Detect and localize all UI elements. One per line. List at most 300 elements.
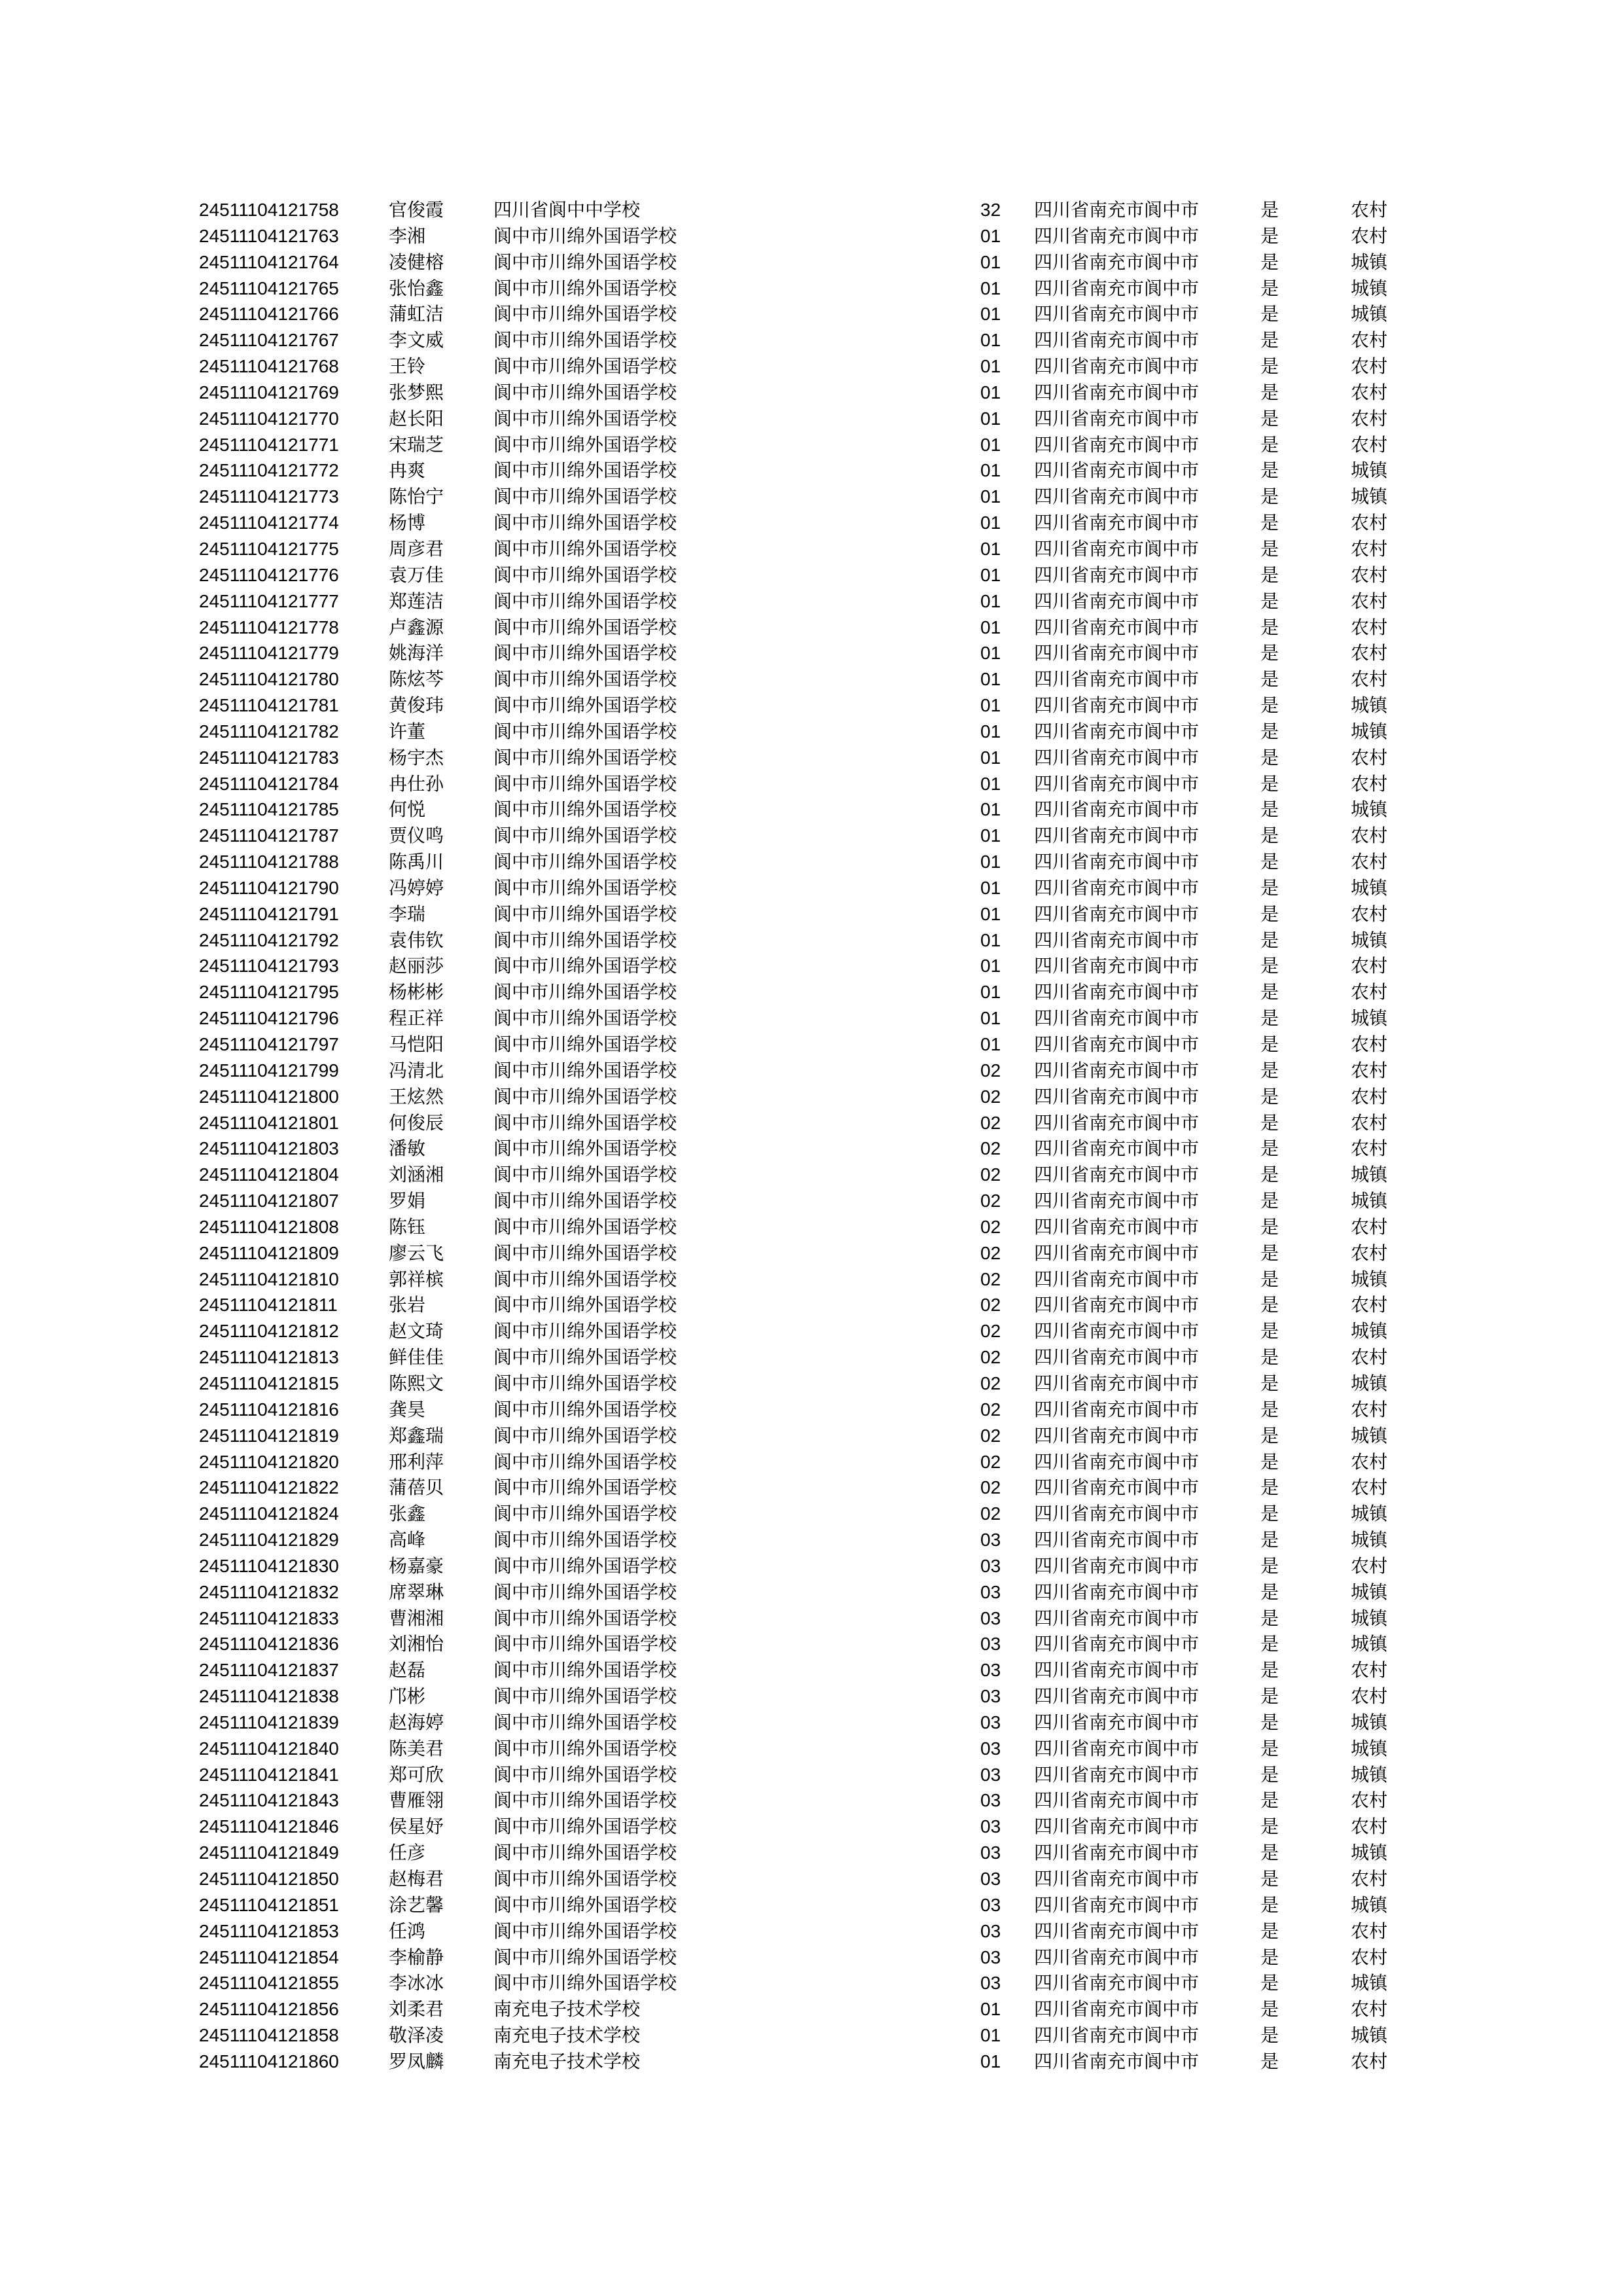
flag-cell: 是 — [1260, 1007, 1279, 1030]
residence-type-cell: 城镇 — [1351, 303, 1388, 325]
student-name-cell: 曹雁翎 — [389, 1789, 444, 1812]
region-cell: 四川省南充市阆中市 — [1034, 720, 1200, 742]
school-cell: 阆中市川绵外国语学校 — [493, 1215, 677, 1238]
table-row — [199, 771, 1429, 797]
flag-cell: 是 — [1260, 2024, 1279, 2047]
residence-type-cell: 农村 — [1351, 642, 1388, 664]
flag-cell: 是 — [1260, 1842, 1279, 1864]
school-cell: 阆中市川绵外国语学校 — [493, 1868, 677, 1890]
flag-cell: 是 — [1260, 1320, 1279, 1342]
school-cell: 阆中市川绵外国语学校 — [493, 303, 677, 325]
student-name-cell: 程正祥 — [389, 1007, 444, 1030]
school-cell: 四川省阆中中学校 — [493, 199, 641, 221]
region-cell: 四川省南充市阆中市 — [1034, 694, 1200, 717]
residence-type-cell: 城镇 — [1351, 1424, 1388, 1446]
flag-cell: 是 — [1260, 1659, 1279, 1681]
table-row — [199, 353, 1429, 380]
region-cell: 四川省南充市阆中市 — [1034, 981, 1200, 1003]
flag-cell: 是 — [1260, 1893, 1279, 1916]
exam-id-cell: 24511104121803 — [199, 1138, 339, 1159]
school-cell: 南充电子技术学校 — [493, 2050, 641, 2072]
class-code-cell: 01 — [980, 304, 1001, 325]
school-cell: 阆中市川绵外国语学校 — [493, 668, 677, 691]
region-cell: 四川省南充市阆中市 — [1034, 277, 1200, 299]
school-cell: 阆中市川绵外国语学校 — [493, 1789, 677, 1812]
exam-id-cell: 24511104121853 — [199, 1920, 339, 1941]
region-cell: 四川省南充市阆中市 — [1034, 303, 1200, 325]
flag-cell: 是 — [1260, 798, 1279, 821]
student-name-cell: 张怡鑫 — [389, 277, 444, 299]
table-row — [199, 615, 1429, 641]
class-code-cell: 01 — [980, 825, 1001, 846]
class-code-cell: 02 — [980, 1164, 1001, 1185]
class-code-cell: 01 — [980, 356, 1001, 377]
school-cell: 阆中市川绵外国语学校 — [493, 564, 677, 586]
region-cell: 四川省南充市阆中市 — [1034, 825, 1200, 847]
class-code-cell: 01 — [980, 903, 1001, 924]
student-name-cell: 许董 — [389, 720, 426, 742]
student-name-cell: 鲜佳佳 — [389, 1346, 444, 1369]
exam-id-cell: 24511104121839 — [199, 1712, 339, 1732]
flag-cell: 是 — [1260, 1711, 1279, 1733]
exam-id-cell: 24511104121770 — [199, 408, 339, 429]
class-code-cell: 03 — [980, 1660, 1001, 1681]
exam-id-cell: 24511104121780 — [199, 669, 339, 690]
school-cell: 阆中市川绵外国语学校 — [493, 1398, 677, 1420]
region-cell: 四川省南充市阆中市 — [1034, 1868, 1200, 1890]
school-cell: 阆中市川绵外国语学校 — [493, 1842, 677, 1864]
flag-cell: 是 — [1260, 1998, 1279, 2020]
table-row — [199, 484, 1429, 510]
table-row — [199, 1240, 1429, 1266]
table-row — [199, 1292, 1429, 1318]
student-name-cell: 张岩 — [389, 1294, 426, 1316]
table-row — [199, 588, 1429, 615]
region-cell: 四川省南充市阆中市 — [1034, 1294, 1200, 1316]
residence-type-cell: 农村 — [1351, 1789, 1388, 1812]
student-name-cell: 袁万佳 — [389, 564, 444, 586]
student-name-cell: 陈禹川 — [389, 851, 444, 873]
residence-type-cell: 城镇 — [1351, 1763, 1388, 1785]
school-cell: 南充电子技术学校 — [493, 2024, 641, 2047]
table-row — [199, 197, 1429, 223]
residence-type-cell: 城镇 — [1351, 1268, 1388, 1290]
flag-cell: 是 — [1260, 1215, 1279, 1238]
region-cell: 四川省南充市阆中市 — [1034, 1972, 1200, 1994]
class-code-cell: 02 — [980, 1503, 1001, 1524]
flag-cell: 是 — [1260, 1633, 1279, 1655]
residence-type-cell: 城镇 — [1351, 251, 1388, 273]
flag-cell: 是 — [1260, 746, 1279, 768]
table-row — [199, 1266, 1429, 1293]
residence-type-cell: 农村 — [1351, 1554, 1388, 1577]
class-code-cell: 03 — [980, 1686, 1001, 1707]
residence-type-cell: 城镇 — [1351, 1529, 1388, 1551]
residence-type-cell: 城镇 — [1351, 486, 1388, 508]
exam-id-cell: 24511104121846 — [199, 1816, 339, 1837]
flag-cell: 是 — [1260, 1164, 1279, 1186]
school-cell: 阆中市川绵外国语学校 — [493, 1685, 677, 1708]
exam-id-cell: 24511104121767 — [199, 330, 339, 351]
residence-type-cell: 农村 — [1351, 512, 1388, 534]
school-cell: 阆中市川绵外国语学校 — [493, 876, 677, 899]
school-cell: 阆中市川绵外国语学校 — [493, 1893, 677, 1916]
exam-id-cell: 24511104121804 — [199, 1164, 339, 1185]
table-row — [199, 849, 1429, 875]
exam-id-cell: 24511104121860 — [199, 2051, 339, 2072]
residence-type-cell: 农村 — [1351, 381, 1388, 403]
school-cell: 阆中市川绵外国语学校 — [493, 642, 677, 664]
school-cell: 阆中市川绵外国语学校 — [493, 381, 677, 403]
region-cell: 四川省南充市阆中市 — [1034, 1372, 1200, 1394]
residence-type-cell: 农村 — [1351, 616, 1388, 638]
exam-id-cell: 24511104121799 — [199, 1060, 339, 1081]
student-name-cell: 黄俊玮 — [389, 694, 444, 717]
residence-type-cell: 农村 — [1351, 746, 1388, 768]
flag-cell: 是 — [1260, 512, 1279, 534]
residence-type-cell: 城镇 — [1351, 1842, 1388, 1864]
flag-cell: 是 — [1260, 1529, 1279, 1551]
table-row — [199, 1318, 1429, 1344]
residence-type-cell: 农村 — [1351, 1033, 1388, 1055]
region-cell: 四川省南充市阆中市 — [1034, 1816, 1200, 1838]
student-name-cell: 杨博 — [389, 512, 426, 534]
class-code-cell: 01 — [980, 251, 1001, 272]
school-cell: 阆中市川绵外国语学校 — [493, 1816, 677, 1838]
region-cell: 四川省南充市阆中市 — [1034, 668, 1200, 691]
exam-id-cell: 24511104121822 — [199, 1477, 339, 1498]
exam-id-cell: 24511104121849 — [199, 1842, 339, 1863]
student-name-cell: 袁伟钦 — [389, 929, 444, 951]
flag-cell: 是 — [1260, 1554, 1279, 1577]
flag-cell: 是 — [1260, 1059, 1279, 1081]
residence-type-cell: 城镇 — [1351, 798, 1388, 821]
residence-type-cell: 城镇 — [1351, 1633, 1388, 1655]
school-cell: 阆中市川绵外国语学校 — [493, 1946, 677, 1968]
table-row — [199, 1423, 1429, 1449]
student-name-cell: 郭祥槟 — [389, 1268, 444, 1290]
school-cell: 阆中市川绵外国语学校 — [493, 1294, 677, 1316]
class-code-cell: 01 — [980, 590, 1001, 611]
school-cell: 阆中市川绵外国语学校 — [493, 512, 677, 534]
exam-id-cell: 24511104121837 — [199, 1660, 339, 1681]
flag-cell: 是 — [1260, 355, 1279, 378]
school-cell: 阆中市川绵外国语学校 — [493, 1268, 677, 1290]
class-code-cell: 03 — [980, 1842, 1001, 1863]
exam-id-cell: 24511104121772 — [199, 460, 339, 481]
table-row — [199, 1188, 1429, 1214]
class-code-cell: 02 — [980, 1086, 1001, 1107]
region-cell: 四川省南充市阆中市 — [1034, 512, 1200, 534]
flag-cell: 是 — [1260, 1607, 1279, 1629]
exam-id-cell: 24511104121856 — [199, 1999, 339, 2020]
residence-type-cell: 农村 — [1351, 772, 1388, 795]
region-cell: 四川省南充市阆中市 — [1034, 1685, 1200, 1708]
residence-type-cell: 城镇 — [1351, 277, 1388, 299]
student-name-cell: 王铃 — [389, 355, 426, 378]
region-cell: 四川省南充市阆中市 — [1034, 955, 1200, 977]
student-name-cell: 蒲蓓贝 — [389, 1477, 444, 1499]
student-name-cell: 潘敏 — [389, 1138, 426, 1160]
table-row — [199, 1762, 1429, 1788]
student-name-cell: 陈熙文 — [389, 1372, 444, 1394]
exam-id-cell: 24511104121796 — [199, 1008, 339, 1029]
region-cell: 四川省南充市阆中市 — [1034, 903, 1200, 925]
student-name-cell: 赵文琦 — [389, 1320, 444, 1342]
school-cell: 阆中市川绵外国语学校 — [493, 1972, 677, 1994]
student-name-cell: 杨彬彬 — [389, 981, 444, 1003]
exam-id-cell: 24511104121758 — [199, 200, 339, 220]
residence-type-cell: 农村 — [1351, 1085, 1388, 1107]
table-row — [199, 1084, 1429, 1110]
school-cell: 阆中市川绵外国语学校 — [493, 459, 677, 482]
class-code-cell: 01 — [980, 956, 1001, 977]
exam-id-cell: 24511104121763 — [199, 225, 339, 246]
region-cell: 四川省南充市阆中市 — [1034, 1242, 1200, 1264]
class-code-cell: 02 — [980, 1477, 1001, 1498]
table-row — [199, 457, 1429, 484]
school-cell: 阆中市川绵外国语学校 — [493, 1450, 677, 1473]
class-code-cell: 01 — [980, 486, 1001, 507]
school-cell: 阆中市川绵外国语学校 — [493, 1033, 677, 1055]
school-cell: 阆中市川绵外国语学校 — [493, 798, 677, 821]
exam-id-cell: 24511104121783 — [199, 747, 339, 768]
table-row — [199, 719, 1429, 745]
flag-cell: 是 — [1260, 1503, 1279, 1525]
exam-id-cell: 24511104121768 — [199, 356, 339, 377]
class-code-cell: 01 — [980, 1008, 1001, 1029]
exam-id-cell: 24511104121793 — [199, 956, 339, 977]
flag-cell: 是 — [1260, 955, 1279, 977]
residence-type-cell: 农村 — [1351, 590, 1388, 612]
flag-cell: 是 — [1260, 1685, 1279, 1708]
school-cell: 阆中市川绵外国语学校 — [493, 486, 677, 508]
residence-type-cell: 城镇 — [1351, 459, 1388, 482]
table-row — [199, 1710, 1429, 1736]
school-cell: 阆中市川绵外国语学校 — [493, 433, 677, 456]
flag-cell: 是 — [1260, 876, 1279, 899]
class-code-cell: 01 — [980, 2025, 1001, 2046]
exam-id-cell: 24511104121851 — [199, 1894, 339, 1915]
school-cell: 阆中市川绵外国语学校 — [493, 329, 677, 351]
exam-id-cell: 24511104121838 — [199, 1686, 339, 1707]
flag-cell: 是 — [1260, 1868, 1279, 1890]
flag-cell: 是 — [1260, 1190, 1279, 1212]
school-cell: 阆中市川绵外国语学校 — [493, 1346, 677, 1369]
table-row — [199, 875, 1429, 901]
residence-type-cell: 城镇 — [1351, 1737, 1388, 1759]
student-name-cell: 曹湘湘 — [389, 1607, 444, 1629]
student-table — [199, 197, 1429, 2075]
school-cell: 阆中市川绵外国语学校 — [493, 1477, 677, 1499]
region-cell: 四川省南充市阆中市 — [1034, 772, 1200, 795]
region-cell: 四川省南充市阆中市 — [1034, 851, 1200, 873]
class-code-cell: 01 — [980, 564, 1001, 585]
residence-type-cell: 农村 — [1351, 1111, 1388, 1134]
school-cell: 阆中市川绵外国语学校 — [493, 1085, 677, 1107]
class-code-cell: 02 — [980, 1268, 1001, 1289]
class-code-cell: 03 — [980, 1738, 1001, 1759]
region-cell: 四川省南充市阆中市 — [1034, 1424, 1200, 1446]
school-cell: 阆中市川绵外国语学校 — [493, 251, 677, 273]
class-code-cell: 02 — [980, 1295, 1001, 1316]
flag-cell: 是 — [1260, 381, 1279, 403]
school-cell: 阆中市川绵外国语学校 — [493, 1007, 677, 1030]
residence-type-cell: 农村 — [1351, 851, 1388, 873]
student-name-cell: 赵海婷 — [389, 1711, 444, 1733]
class-code-cell: 01 — [980, 721, 1001, 742]
residence-type-cell: 农村 — [1351, 1920, 1388, 1942]
student-name-cell: 涂艺馨 — [389, 1893, 444, 1916]
flag-cell: 是 — [1260, 1816, 1279, 1838]
table-row — [199, 1397, 1429, 1423]
region-cell: 四川省南充市阆中市 — [1034, 1789, 1200, 1812]
student-name-cell: 陈钰 — [389, 1215, 426, 1238]
exam-id-cell: 24511104121832 — [199, 1581, 339, 1602]
student-name-cell: 马恺阳 — [389, 1033, 444, 1055]
residence-type-cell: 城镇 — [1351, 1503, 1388, 1525]
student-name-cell: 罗凤麟 — [389, 2050, 444, 2072]
residence-type-cell: 城镇 — [1351, 1320, 1388, 1342]
student-name-cell: 罗娟 — [389, 1190, 426, 1212]
school-cell: 阆中市川绵外国语学校 — [493, 746, 677, 768]
class-code-cell: 01 — [980, 225, 1001, 246]
exam-id-cell: 24511104121781 — [199, 695, 339, 716]
region-cell: 四川省南充市阆中市 — [1034, 1320, 1200, 1342]
residence-type-cell: 农村 — [1351, 1816, 1388, 1838]
region-cell: 四川省南充市阆中市 — [1034, 746, 1200, 768]
exam-id-cell: 24511104121764 — [199, 251, 339, 272]
school-cell: 阆中市川绵外国语学校 — [493, 1138, 677, 1160]
residence-type-cell: 城镇 — [1351, 1711, 1388, 1733]
exam-id-cell: 24511104121776 — [199, 564, 339, 585]
flag-cell: 是 — [1260, 1946, 1279, 1968]
table-row — [199, 1892, 1429, 1918]
table-row — [199, 1058, 1429, 1084]
exam-id-cell: 24511104121810 — [199, 1268, 339, 1289]
class-code-cell: 32 — [980, 200, 1001, 220]
class-code-cell: 02 — [980, 1112, 1001, 1133]
school-cell: 阆中市川绵外国语学校 — [493, 1607, 677, 1629]
table-row — [199, 1683, 1429, 1710]
flag-cell: 是 — [1260, 537, 1279, 560]
flag-cell: 是 — [1260, 903, 1279, 925]
table-row — [199, 1657, 1429, 1683]
student-name-cell: 陈美君 — [389, 1737, 444, 1759]
residence-type-cell: 城镇 — [1351, 1164, 1388, 1186]
region-cell: 四川省南充市阆中市 — [1034, 642, 1200, 664]
flag-cell: 是 — [1260, 616, 1279, 638]
exam-id-cell: 24511104121824 — [199, 1503, 339, 1524]
exam-id-cell: 24511104121782 — [199, 721, 339, 742]
table-row — [199, 1005, 1429, 1031]
flag-cell: 是 — [1260, 1242, 1279, 1264]
region-cell: 四川省南充市阆中市 — [1034, 616, 1200, 638]
class-code-cell: 03 — [980, 1816, 1001, 1837]
residence-type-cell: 农村 — [1351, 1450, 1388, 1473]
exam-id-cell: 24511104121771 — [199, 434, 339, 455]
exam-id-cell: 24511104121800 — [199, 1086, 339, 1107]
exam-id-cell: 24511104121840 — [199, 1738, 339, 1759]
region-cell: 四川省南充市阆中市 — [1034, 433, 1200, 456]
region-cell: 四川省南充市阆中市 — [1034, 1398, 1200, 1420]
region-cell: 四川省南充市阆中市 — [1034, 1554, 1200, 1577]
region-cell: 四川省南充市阆中市 — [1034, 1477, 1200, 1499]
school-cell: 阆中市川绵外国语学校 — [493, 825, 677, 847]
table-row — [199, 1475, 1429, 1501]
region-cell: 四川省南充市阆中市 — [1034, 199, 1200, 221]
table-row — [199, 249, 1429, 276]
school-cell: 阆中市川绵外国语学校 — [493, 955, 677, 977]
region-cell: 四川省南充市阆中市 — [1034, 564, 1200, 586]
residence-type-cell: 农村 — [1351, 2050, 1388, 2072]
student-name-cell: 龚昊 — [389, 1398, 426, 1420]
class-code-cell: 02 — [980, 1138, 1001, 1159]
table-row — [199, 1605, 1429, 1632]
class-code-cell: 02 — [980, 1191, 1001, 1211]
class-code-cell: 03 — [980, 1869, 1001, 1889]
class-code-cell: 01 — [980, 512, 1001, 533]
student-name-cell: 陈怡宁 — [389, 486, 444, 508]
region-cell: 四川省南充市阆中市 — [1034, 1581, 1200, 1603]
flag-cell: 是 — [1260, 459, 1279, 482]
flag-cell: 是 — [1260, 929, 1279, 951]
residence-type-cell: 农村 — [1351, 1215, 1388, 1238]
residence-type-cell: 农村 — [1351, 668, 1388, 691]
student-name-cell: 周彦君 — [389, 537, 444, 560]
region-cell: 四川省南充市阆中市 — [1034, 459, 1200, 482]
student-name-cell: 杨宇杰 — [389, 746, 444, 768]
region-cell: 四川省南充市阆中市 — [1034, 1607, 1200, 1629]
exam-id-cell: 24511104121769 — [199, 382, 339, 403]
school-cell: 阆中市川绵外国语学校 — [493, 981, 677, 1003]
residence-type-cell: 农村 — [1351, 1138, 1388, 1160]
region-cell: 四川省南充市阆中市 — [1034, 876, 1200, 899]
exam-id-cell: 24511104121833 — [199, 1607, 339, 1628]
class-code-cell: 01 — [980, 538, 1001, 559]
flag-cell: 是 — [1260, 224, 1279, 247]
region-cell: 四川省南充市阆中市 — [1034, 1529, 1200, 1551]
residence-type-cell: 农村 — [1351, 955, 1388, 977]
flag-cell: 是 — [1260, 2050, 1279, 2072]
region-cell: 四川省南充市阆中市 — [1034, 381, 1200, 403]
residence-type-cell: 农村 — [1351, 199, 1388, 221]
student-name-cell: 冉仕孙 — [389, 772, 444, 795]
table-row — [199, 536, 1429, 562]
region-cell: 四川省南充市阆中市 — [1034, 1346, 1200, 1369]
class-code-cell: 01 — [980, 330, 1001, 351]
student-name-cell: 任彦 — [389, 1842, 426, 1864]
flag-cell: 是 — [1260, 772, 1279, 795]
region-cell: 四川省南充市阆中市 — [1034, 1059, 1200, 1081]
residence-type-cell: 农村 — [1351, 329, 1388, 351]
school-cell: 阆中市川绵外国语学校 — [493, 851, 677, 873]
table-row — [199, 1736, 1429, 1762]
table-row — [199, 1371, 1429, 1397]
exam-id-cell: 24511104121836 — [199, 1634, 339, 1655]
school-cell: 阆中市川绵外国语学校 — [493, 1320, 677, 1342]
exam-id-cell: 24511104121791 — [199, 903, 339, 924]
student-name-cell: 陈炫芩 — [389, 668, 444, 691]
exam-id-cell: 24511104121773 — [199, 486, 339, 507]
exam-id-cell: 24511104121816 — [199, 1399, 339, 1420]
flag-cell: 是 — [1260, 1424, 1279, 1446]
school-cell: 阆中市川绵外国语学校 — [493, 1059, 677, 1081]
flag-cell: 是 — [1260, 1450, 1279, 1473]
region-cell: 四川省南充市阆中市 — [1034, 1215, 1200, 1238]
table-body — [199, 197, 1429, 2075]
residence-type-cell: 农村 — [1351, 1946, 1388, 1968]
